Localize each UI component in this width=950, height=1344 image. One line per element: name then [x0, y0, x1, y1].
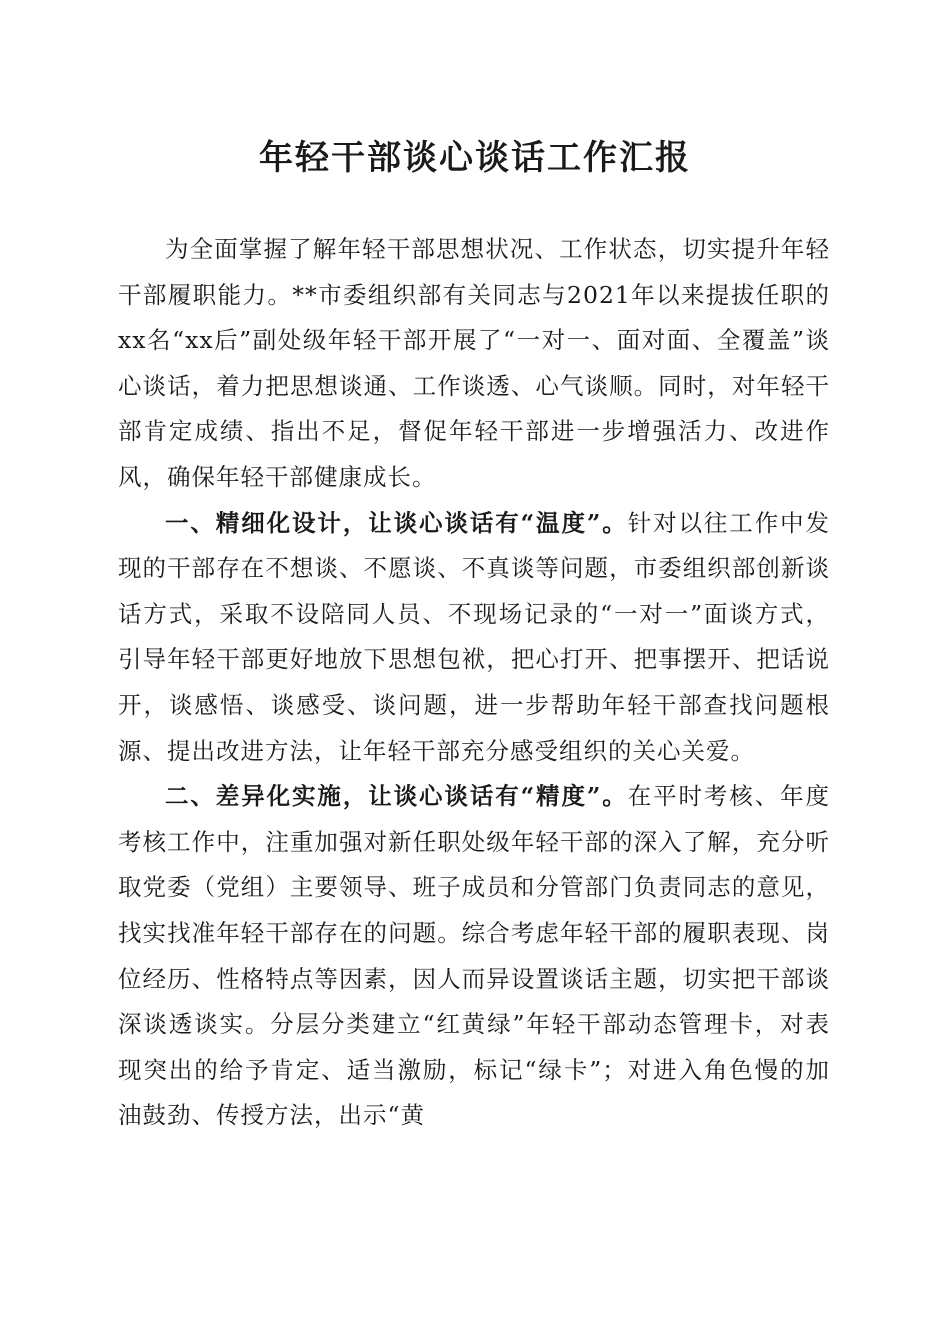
document-title: 年轻干部谈心谈话工作汇报 — [259, 138, 691, 178]
paragraph-intro-text: 为全面掌握了解年轻干部思想状况、工作状态，切实提升年轻干部履职能力。**市委组织部有关同志与2021年以来提拔任职的xx名“xx后”副处级年轻干部开展了“一对一、面对面、全覆盖”谈心谈话，着力把思想谈通、工作谈透、心气谈顺。同时，对年轻干部肯定成绩、指出不足，督促年轻干部进一步增强活力、改进作风，确保年轻干部健康成长。 — [118, 235, 830, 491]
document-body — [118, 227, 830, 1139]
section-1-text: 针对以往工作中发现的干部存在不想谈、不愿谈、不真谈等问题，市委组织部创新谈话方式，采取不设陪同人员、不现场记录的“一对一”面谈方式，引导年轻干部更好地放下思想包袱，把心打开、把事摆开、把话说开，谈感悟、谈感受、谈问题，进一步帮助年轻干部查找问题根源、提出改进方法，让年轻干部充分感受组织的关心关爱。 — [118, 508, 831, 765]
paragraph-section-1 — [118, 501, 830, 775]
paragraph-section-2 — [118, 774, 830, 1139]
section-2-heading: 二、差异化实施，让谈心谈话有“精度”。 — [165, 782, 628, 811]
paragraph-intro — [118, 227, 830, 501]
section-1-heading: 一、精细化设计，让谈心谈话有“温度”。 — [165, 508, 628, 537]
section-2-text: 在平时考核、年度考核工作中，注重加强对新任职处级年轻干部的深入了解，充分听取党委（党组）主要领导、班子成员和分管部门负责同志的意见，找实找准年轻干部存在的问题。综合考虑年轻干部的履职表现、岗位经历、性格特点等因素，因人而异设置谈话主题，切实把干部谈深谈透谈实。分层分类建立“红黄绿”年轻干部动态管理卡，对表现突出的给予肯定、适当激励，标记“绿卡”；对进入角色慢的加油鼓劲、传授方法，出示“黄 — [118, 782, 831, 1130]
